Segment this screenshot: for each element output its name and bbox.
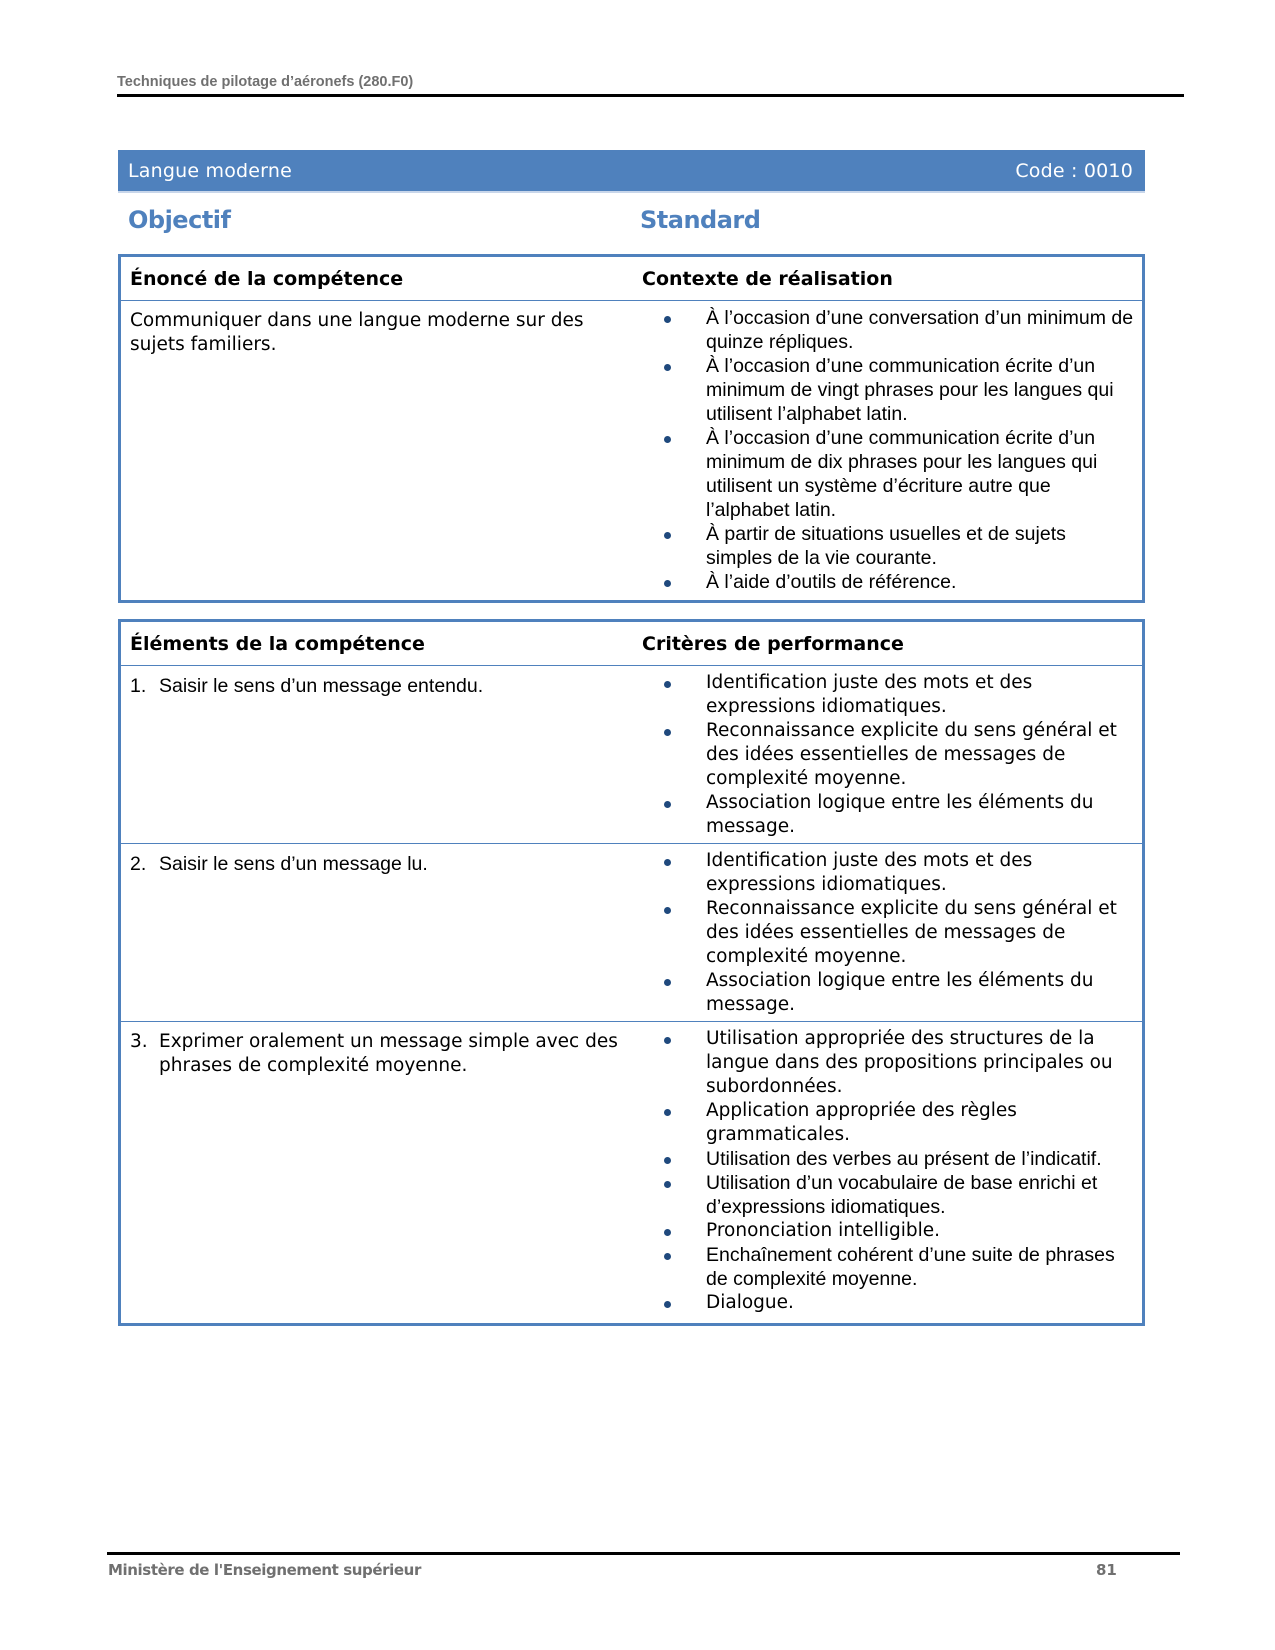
criteria-list bbox=[640, 1027, 1142, 1315]
table-row bbox=[121, 666, 1142, 844]
list-item: Association logique entre les éléments du message. bbox=[640, 791, 1142, 839]
list-item: À partir de situations usuelles et de sujets simples de la vie courante. bbox=[640, 522, 1142, 570]
element-text: Saisir le sens d’un message lu. bbox=[159, 853, 428, 875]
list-item: Utilisation appropriée des structures de la langue dans des propositions principales ou subordonnées. bbox=[640, 1027, 1142, 1099]
table-row bbox=[121, 1022, 1142, 1319]
element-item bbox=[130, 1030, 631, 1078]
criteria-list bbox=[640, 671, 1142, 839]
bullet-icon bbox=[664, 364, 671, 371]
element-number: 2. bbox=[130, 853, 147, 875]
bullet-icon bbox=[664, 1229, 671, 1236]
elements-table bbox=[118, 619, 1145, 1326]
element-number: 1. bbox=[130, 675, 147, 697]
footer-rule bbox=[107, 1552, 1180, 1555]
element-number: 3. bbox=[130, 1031, 148, 1052]
bullet-icon bbox=[664, 1301, 671, 1308]
bullet-icon bbox=[664, 436, 671, 443]
list-item: Association logique entre les éléments du message. bbox=[640, 969, 1142, 1017]
bullet-icon bbox=[664, 1253, 671, 1260]
list-item: Identification juste des mots et des expressions idiomatiques. bbox=[640, 849, 1142, 897]
bullet-icon bbox=[664, 801, 671, 808]
list-item: Identification juste des mots et des expressions idiomatiques. bbox=[640, 671, 1142, 719]
criteria-list bbox=[640, 849, 1142, 1017]
bullet-icon bbox=[664, 681, 671, 688]
bullet-icon bbox=[664, 1181, 671, 1188]
element-item bbox=[130, 674, 631, 698]
bullet-icon bbox=[664, 316, 671, 323]
objectif-heading: Objectif bbox=[128, 206, 231, 234]
bullet-icon bbox=[664, 729, 671, 736]
list-item: Enchaînement cohérent d’une suite de phrases de complexité moyenne. bbox=[640, 1243, 1142, 1291]
page-number: 81 bbox=[1096, 1561, 1117, 1579]
element-text: Saisir le sens d’un message entendu. bbox=[159, 675, 484, 697]
bullet-icon bbox=[664, 1037, 671, 1044]
bullet-icon bbox=[664, 580, 671, 587]
bullet-icon bbox=[664, 532, 671, 539]
list-item: Reconnaissance explicite du sens général et des idées essentielles de messages de complexité moyenne. bbox=[640, 719, 1142, 791]
list-item: Prononciation intelligible. bbox=[640, 1219, 1142, 1243]
list-item: À l’aide d’outils de référence. bbox=[640, 570, 1142, 594]
course-code: Code : 0010 bbox=[1015, 159, 1133, 182]
table-header-row bbox=[121, 622, 1142, 666]
running-header: Techniques de pilotage d’aéronefs (280.F0) bbox=[117, 74, 414, 90]
bullet-icon bbox=[664, 979, 671, 986]
criteres-header: Critères de performance bbox=[642, 632, 904, 655]
contexte-header: Contexte de réalisation bbox=[642, 267, 893, 290]
bullet-icon bbox=[664, 859, 671, 866]
bullet-icon bbox=[664, 907, 671, 914]
table-header-row bbox=[121, 257, 1142, 301]
contexte-list bbox=[640, 306, 1142, 594]
standard-heading: Standard bbox=[640, 206, 761, 234]
element-text: Exprimer oralement un message simple avec des phrases de complexité moyenne. bbox=[159, 1031, 618, 1076]
enonce-text: Communiquer dans une langue moderne sur des sujets familiers. bbox=[130, 310, 584, 355]
list-item: À l’occasion d’une conversation d’un minimum de quinze répliques. bbox=[640, 306, 1142, 354]
list-item: Reconnaissance explicite du sens général et des idées essentielles de messages de complexité moyenne. bbox=[640, 897, 1142, 969]
bullet-icon bbox=[664, 1157, 671, 1164]
list-item: À l’occasion d’une communication écrite d’un minimum de dix phrases pour les langues qui utilisent un système d’écriture autre que l’alphabet latin. bbox=[640, 426, 1142, 522]
footer-ministry: Ministère de l'Enseignement supérieur bbox=[108, 1561, 421, 1579]
elements-header: Éléments de la compétence bbox=[130, 632, 425, 655]
table-row bbox=[121, 301, 1142, 598]
element-item bbox=[130, 852, 631, 876]
list-item: Dialogue. bbox=[640, 1291, 1142, 1315]
list-item: À l’occasion d’une communication écrite d’un minimum de vingt phrases pour les langues qui utilisent l’alphabet latin. bbox=[640, 354, 1142, 426]
enonce-header: Énoncé de la compétence bbox=[130, 267, 404, 290]
list-item: Application appropriée des règles grammaticales. bbox=[640, 1099, 1142, 1147]
competence-table bbox=[118, 254, 1145, 603]
course-title: Langue moderne bbox=[128, 159, 292, 182]
bullet-icon bbox=[664, 1109, 671, 1116]
table-row bbox=[121, 844, 1142, 1022]
list-item: Utilisation d’un vocabulaire de base enrichi et d’expressions idiomatiques. bbox=[640, 1171, 1142, 1219]
header-rule bbox=[117, 94, 1184, 97]
list-item: Utilisation des verbes au présent de l’indicatif. bbox=[640, 1147, 1142, 1171]
course-banner bbox=[118, 150, 1145, 193]
